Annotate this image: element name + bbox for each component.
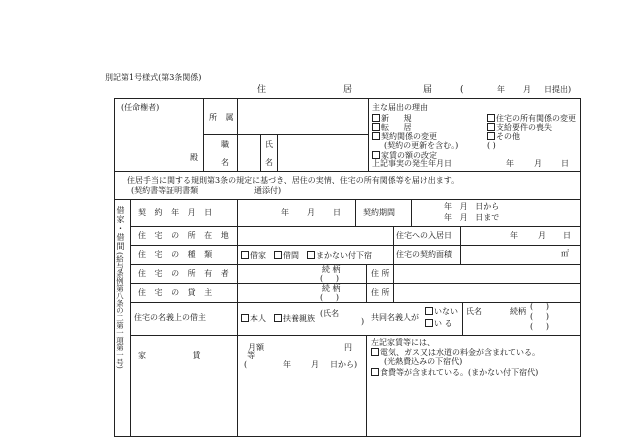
move-in-month: 月: [538, 231, 546, 240]
form-title-char-1: 住: [257, 85, 267, 95]
reason-move[interactable]: [372, 123, 418, 132]
position-field[interactable]: [239, 136, 259, 170]
move-in-day: 日: [563, 231, 571, 240]
contract-period-label: 契約期間: [363, 208, 395, 217]
housing-type-label: 住 宅 の 種 類: [138, 250, 216, 259]
owner-relation-label: 続 柄: [322, 265, 341, 274]
reasons-heading: 主な届出の理由: [372, 103, 428, 112]
attachment-note: (契約書等証明書類: [131, 186, 199, 195]
landlord-address-label: 住 所: [371, 288, 390, 297]
form-title-char-3: 届: [423, 85, 433, 95]
rent-room-label: 借間: [283, 251, 299, 260]
move-in-label: 住宅への入居日: [396, 231, 452, 240]
fact-date-year: 年: [506, 159, 514, 168]
position-label-bottom: 名: [221, 158, 229, 167]
reason-contract-change[interactable]: [372, 132, 437, 141]
utilities-subnote: (光熱費込みの下宿代): [384, 357, 463, 366]
form-number-note: 別記第1号様式(第3条関係): [105, 73, 202, 82]
boarding-label: まかない付下宿: [316, 251, 372, 260]
fact-date-month: 月: [534, 159, 542, 168]
reason-new-checkbox[interactable]: [372, 114, 380, 122]
reason-other-label: その他: [496, 132, 520, 141]
utilities-checkbox[interactable]: [371, 348, 379, 356]
co-relation-field-1[interactable]: ( ): [530, 302, 549, 311]
other-reason-field[interactable]: ( ): [487, 141, 496, 150]
address-label: 住 宅 の 所 在 地: [138, 231, 232, 240]
housing-type-boarding[interactable]: [307, 251, 372, 260]
reason-contract-change-checkbox[interactable]: [372, 132, 380, 140]
reason-eligibility-loss[interactable]: [487, 123, 552, 132]
contract-renewal-note: (契約の更新を含む。): [384, 141, 459, 150]
rent-includes-utilities[interactable]: [371, 348, 540, 357]
reason-move-label: 転 居: [381, 123, 418, 132]
affiliation-field[interactable]: [239, 101, 366, 133]
name-field[interactable]: [279, 136, 367, 170]
lessee-self-label: 本人: [250, 314, 266, 323]
rent-includes-meals[interactable]: [371, 368, 538, 377]
housing-type-rent-house[interactable]: [241, 251, 266, 260]
reason-ownership-change-checkbox[interactable]: [487, 114, 495, 122]
contract-date-month: 月: [307, 208, 315, 217]
contract-date-day: 日: [333, 208, 341, 217]
utilities-label: 電気、ガス又は水道の料金が含まれている。: [380, 348, 540, 357]
co-tenant-none-label: いない: [434, 307, 458, 316]
landlord-relation-field[interactable]: ( ): [320, 293, 339, 302]
co-tenant-exists-label: い る: [434, 319, 453, 328]
meals-checkbox[interactable]: [371, 368, 379, 376]
reason-other-checkbox[interactable]: [487, 132, 495, 140]
form-title-char-2: 居: [343, 85, 353, 95]
meals-label: 食費等が含まれている。(まかない付下宿代): [380, 368, 539, 377]
co-tenant-none[interactable]: [425, 307, 458, 316]
name-label-bottom: 名: [265, 158, 273, 167]
reason-ownership-change-label: 住宅の所有関係の変更: [496, 114, 576, 123]
submit-date-paren: (: [460, 85, 464, 95]
reason-ownership-change[interactable]: [487, 114, 576, 123]
reason-move-checkbox[interactable]: [372, 123, 380, 131]
name-label-top: 氏: [265, 140, 273, 149]
position-label-top: 職: [221, 140, 229, 149]
rent-label: 家 賃 等: [138, 351, 278, 360]
rent-since-day: 日から): [330, 360, 358, 369]
reason-rent-change-checkbox[interactable]: [372, 151, 380, 159]
address-field[interactable]: [239, 228, 392, 244]
reason-eligibility-loss-label: 支給要件の喪失: [496, 123, 552, 132]
contract-area-label: 住宅の契約面積: [396, 250, 452, 259]
landlord-relation-label: 続 柄: [322, 284, 341, 293]
fact-date-label: 上記事実の発生年月日: [372, 159, 452, 168]
owner-relation-field[interactable]: ( ): [320, 274, 339, 283]
submit-day: 日提出): [544, 85, 572, 94]
rent-room-checkbox[interactable]: [274, 251, 282, 259]
rent-since-month: 月: [311, 360, 319, 369]
contract-date-label: 契 約 年 月 日: [138, 208, 216, 217]
lessee-dependent-checkbox[interactable]: [274, 314, 282, 322]
lessee-self[interactable]: [241, 314, 266, 323]
contract-area-unit: ㎡: [561, 249, 569, 258]
lessee-dependent[interactable]: [274, 314, 315, 323]
submit-year: 年: [497, 85, 505, 94]
reason-rent-change-label: 家賃の額の改定: [381, 151, 437, 160]
co-tenant-label: 共同名義人が: [371, 313, 419, 322]
side-label-rental: 借家・借間: [116, 206, 125, 251]
lessee-self-checkbox[interactable]: [241, 314, 249, 322]
appointer-label: (任命権者): [121, 103, 160, 112]
rent-notes-heading: 左記家賃等には、: [371, 338, 435, 347]
rent-house-label: 借家: [250, 251, 266, 260]
co-relation-field-2[interactable]: ( ): [530, 312, 549, 321]
reason-new-label: 新 規: [381, 114, 418, 123]
reason-new[interactable]: [372, 114, 418, 123]
co-tenant-none-checkbox[interactable]: [425, 307, 433, 315]
reason-eligibility-loss-checkbox[interactable]: [487, 123, 495, 131]
co-relation-label: 続柄: [510, 307, 526, 316]
side-label-ordinance: (給与条例第八条の二第一項第一号): [115, 252, 125, 369]
contract-period-to: 年 月 日まで: [444, 213, 500, 222]
rent-yen-unit: 円: [344, 343, 352, 352]
submit-month: 月: [523, 85, 531, 94]
co-name-label: 氏名: [466, 307, 482, 316]
reason-contract-change-label: 契約関係の変更: [381, 132, 437, 141]
owner-label: 住 宅 の 所 有 者: [138, 269, 232, 278]
lessee-name-close: ): [361, 317, 365, 326]
affiliation-label: 所 属: [209, 113, 237, 122]
declaration-text: 住居手当に関する規則第3条の規定に基づき、居住の実情、住宅の所有関係等を届け出ます。: [127, 176, 460, 185]
rent-since-open: (: [244, 360, 248, 369]
contract-date-year: 年: [281, 208, 289, 217]
contract-period-from: 年 月 日から: [444, 202, 500, 211]
co-tenant-exists[interactable]: [425, 319, 453, 328]
lessee-name-open: (氏名: [320, 309, 340, 318]
rent-monthly-label: 月額: [248, 343, 264, 352]
fact-date-day: 日: [561, 159, 569, 168]
boarding-checkbox[interactable]: [307, 251, 315, 259]
attachment-count: 通添付): [254, 186, 282, 195]
lessee-label: 住宅の名義上の借主: [134, 313, 206, 322]
move-in-year: 年: [510, 231, 518, 240]
rent-since-year: 年: [283, 360, 291, 369]
reason-other[interactable]: [487, 132, 520, 141]
owner-address-label: 住 所: [371, 269, 390, 278]
rent-house-checkbox[interactable]: [241, 251, 249, 259]
co-tenant-exists-checkbox[interactable]: [425, 319, 433, 327]
lessee-dependent-label: 扶養親族: [283, 314, 315, 323]
housing-type-rent-room[interactable]: [274, 251, 299, 260]
landlord-label: 住 宅 の 貸 主: [138, 288, 216, 297]
co-relation-field-3[interactable]: ( ): [530, 322, 549, 331]
addressee-suffix: 殿: [190, 153, 198, 162]
